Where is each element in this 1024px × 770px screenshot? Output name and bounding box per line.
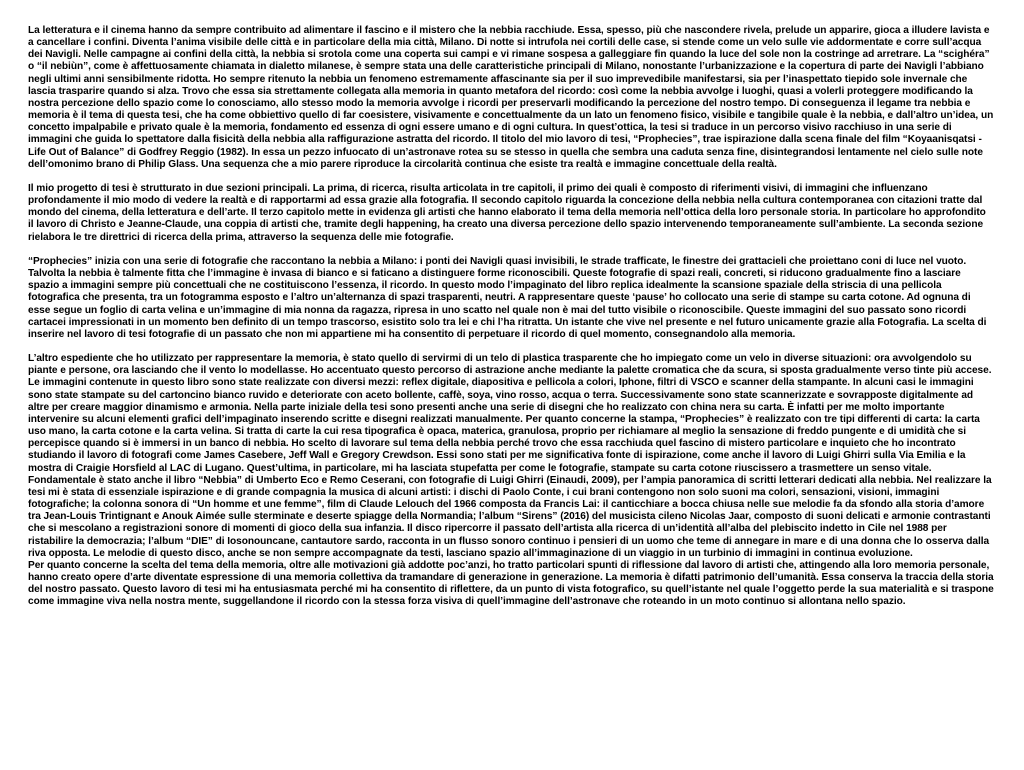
paragraph-prophecies: “Prophecies” inizia con una serie di fotografie che raccontano la nebbia a Milano: i ponti dei Navigli quasi invisibili, le strade trafficate, le finestre dei grattacieli che proiettano coni di luce nel vuoto. Talvolta la nebbia è talmente fitta che l’immagine è invasa di bianco e si faticano a distinguere forme riconoscibili. Queste fotografie di spazi reali, concreti, si riducono gradualmente fino a lasciare spazio a immagini sempre più concettuali che ne costituiscono l’essenza, il ricordo. In questo modo l’impaginato del libro replica idealmente la scansione spaziale della striscia di una pellicola fotografica che presenta, tra un fotogramma esposto e l’altro un’alternanza di spazi trasparenti, neutri. A rappresentare queste ‘pause’ ho collocato una serie di stampe su carta cotone. Ad ognuna di esse segue un foglio di carta velina e un’immagine di mia nonna da ragazza, ripresa in uno scatto nel quale non è mai del tutto visibile o riconoscibile. Queste immagini del suo passato sono ricordi cartacei impressionati in un momento ben definito di un tempo trascorso, esistito solo tra lei e chi l’ha ritratta. Un istante che vive nel presente e nel futuro unicamente grazie alla Fotografia. La scelta di inserire nel lavoro di tesi fotografie di un passato che non mi appartiene mi ha consentito di perpetuare il ricordo di quel momento, consegnandolo alla memoria. [28,255,987,340]
paragraph-spacer [28,341,994,353]
paragraph-structure: Il mio progetto di tesi è strutturato in due sezioni principali. La prima, di ricerca, risulta articolata in tre capitoli, il primo dei quali è composto di riferimenti visivi, di immagini che influenzano profondamente il mio modo di vedere la realtà e di rapportarmi ad essa grazie alla fotografia. Il secondo capitolo riguarda la concezione della nebbia nella cultura contemporanea con citazioni tratte dal mondo del cinema, della letteratura e dell’arte. Il terzo capitolo mette in evidenza gli artisti che hanno elaborato il tema della memoria nell’ottica della loro personale storia. In particolare ho approfondito il lavoro di Christo e Jeanne-Claude, una coppia di artisti che, tramite degli happening, ha creato una diversa percezione dello spazio intervenendo temporaneamente sull’ambiente. La seconda sezione rielabora le tre direttrici di ricerca della prima, attraverso la sequenza delle mie fotografie. [28,183,986,243]
paragraph-spacer [28,171,994,183]
paragraph-spacer [28,244,994,256]
paragraph-memory: Per quanto concerne la scelta del tema della memoria, oltre alle motivazioni già addotte poc’anzi, ho tratto particolari spunti di riflessione dal lavoro di artisti che, attingendo alla loro memoria personale, hanno creato opere d’arte diventate espressione di una memoria collettiva da tramandare di generazione in generazione. La memoria è difatti patrimonio dell’umanità. Essa conserva la traccia della storia del nostro passato. Questo lavoro di tesi mi ha entusiasmata perché mi ha consentito di riflettere, da un punto di vista fotografico, su quell’istante nel quale l’oggetto perde la sua materialità e si traspone come immagine viva nella nostra mente, suggellandone il ricordo con la stessa forza visiva di quell’immagine dell’astronave che roteando in un moto continuo si allontana nello spazio. [28,559,994,608]
paragraph-techniques: L’altro espediente che ho utilizzato per rappresentare la memoria, è stato quello di servirmi di un telo di plastica trasparente che ho impiegato come un velo in diverse situazioni: ora avvolgendolo su piante e persone, ora lasciando che il vento lo modellasse. Ho accentuato questo percorso di astrazione anche mediante la palette cromatica che da scura, si sposta gradualmente verso tinte più accese. Le immagini contenute in questo libro sono state realizzate con diversi mezzi: reflex digitale, diapositiva e pellicola a colori, Iphone, filtri di VSCO e scanner della stampante. In alcuni casi le immagini sono state stampate su del cartoncino bianco ruvido e deteriorate con aceto bollente, caffè, soya, vino rosso, acqua o terra. Successivamente sono state scannerizzate e sovrapposte digitalmente ad altre per creare maggior dinamismo e armonia. Nella parte iniziale della tesi sono presenti anche una serie di disegni che ho realizzato con china nera su carta. È infatti per me molto importante intervenire su alcuni elementi grafici dell’impaginato inserendo scritte e disegni realizzati manualmente. Per quanto concerne la stampa, “Prophecies” è realizzato con tre tipi differenti di carta: la carta uso mano, la carta cotone e la carta velina. Si tratta di carte la cui resa tipografica è opaca, materica, granulosa, proprio per richiamare al meglio la sensazione di freddo pungente e di umidità che si percepisce quando si è immersi in un banco di nebbia. Ho scelto di lavorare sul tema della nebbia perché trovo che essa racchiuda quel fascino di mistero particolare e inquieto che ho incontrato studiando il lavoro di fotografi come James Casebere, Jeff Wall e Gregory Crewdson. Essi sono stati per me significativa fonte di ispirazione, come anche il lavoro di Luigi Ghirri sulla Via Emilia e la mostra di Craigie Horsfield al LAC di Lugano. Quest’ultima, in particolare, mi ha lasciata stupefatta per come le fotografie, stampate su carta cotone riuscissero a trasmettere un senso vitale. Fondamentale è stato anche il libro “Nebbia” di Umberto Eco e Remo Ceserani, con fotografie di Luigi Ghirri (Einaudi, 2009), per l’ampia panoramica di scritti letterari dedicati alla nebbia. Nel realizzare la tesi mi è stata di essenziale ispirazione e di grande compagnia la musica di alcuni artisti: i dischi di Paolo Conte, i cui brani contengono non solo suoni ma colori, sensazioni, visioni, immagini fotografiche; la colonna sonora di “Un homme et une femme”, film di Claude Lelouch del 1966 composta da Francis Lai: il canticchiare a bocca chiusa nelle sue melodie fa da sfondo alla storia d’amore tra Jean-Louis Trintignant e Anouk Aimée sulle sterminate e deserte spiagge della Normandia; l’album “Sirens” (2016) del musicista cileno Nicolas Jaar, composto di suoni delicati e armonie contrastanti che si mescolano a registrazioni sonore di momenti di gioco della sua infanzia. Il disco ripercorre il passato dell’artista alla ricerca di un’identità all’alba del plebiscito indetto in Cile nel 1988 per ristabilire la democrazia; l’album “DIE” di Iosonouncane, cantautore sardo, racconta in un flusso sonoro continuo i pensieri di un uomo che teme di annegare in mare e di una donna che lo osserva dalla riva opposta. Le melodie di questo disco, anche se non sempre accompagnate da testi, lasciano spazio all’immaginazione di un viaggio in un turbinio di immagini in continua evoluzione. [28,353,992,559]
document-body [28,25,994,608]
paragraph-intro: La letteratura e il cinema hanno da sempre contribuito ad alimentare il fascino e il mistero che la nebbia racchiude. Essa, spesso, più che nascondere rivela, prelude un apparire, gioca a illudere lavista e a cancellare i confini. Diventa l’anima visibile delle città e in particolare della mia città, Milano. Di notte si intrufola nei cortili delle case, si stende come un velo sulle vie addormentate e corre sull’acqua dei Navigli. Nelle campagne ai confini della città, la nebbia si srotola come una coperta sui campi e vi rimane sospesa a galleggiare fin quando la luce del sole non la costringe ad arretrare. La “scighéra” o “il nebiùn”, come è affettuosamente chiamata in dialetto milanese, è sempre stata una delle caratteristiche principali di Milano, nonostante l’urbanizzazione e la copertura di parte dei Navigli l’abbiano negli ultimi anni sensibilmente ridotta. Ho sempre ritenuto la nebbia un fenomeno estremamente affascinante sia per il suo imprevedibile manifestarsi, sia per l’inaspettato tiepido sole invernale che lascia trasparire quando si alza. Trovo che essa sia strettamente collegata alla memoria in quanto metafora del ricordo: così come la nebbia avvolge i luoghi, quasi a volerli proteggere modificando la nostra percezione dello spazio come lo conosciamo, allo stesso modo la memoria avvolge i ricordi per preservarli modificando la percezione del nostro tempo. Di conseguenza il legame tra nebbia e memoria è il tema di questa tesi, che ha come obbiettivo quello di far coesistere, visivamente e concettualmente da un lato un fenomeno fisico, visibile e tangibile quale è la nebbia, e dall’altro un’idea, un concetto impalpabile e privato quale è la memoria, fondamento ed essenza di ogni essere umano e di ogni cultura. In quest’ottica, la tesi si traduce in un percorso visivo racchiuso in una serie di immagini che guida lo spettatore dalla fisicità della nebbia alla raffigurazione astratta del ricordo. Il titolo del mio lavoro di tesi, “Prophecies”, trae ispirazione dalla scena finale del film “Koyaanisqatsi - Life Out of Balance” di Godfrey Reggio (1982). In essa un pezzo infuocato di un’astronave rotea su se stesso in quella che sembra una caduta senza fine, disintegrandosi lentamente nel cielo sulle note dell’omonimo brano di Philip Glass. Una sequenza che a mio parere riproduce la circolarità continua che esiste tra realtà e immagine concettuale della realtà. [28,25,994,170]
